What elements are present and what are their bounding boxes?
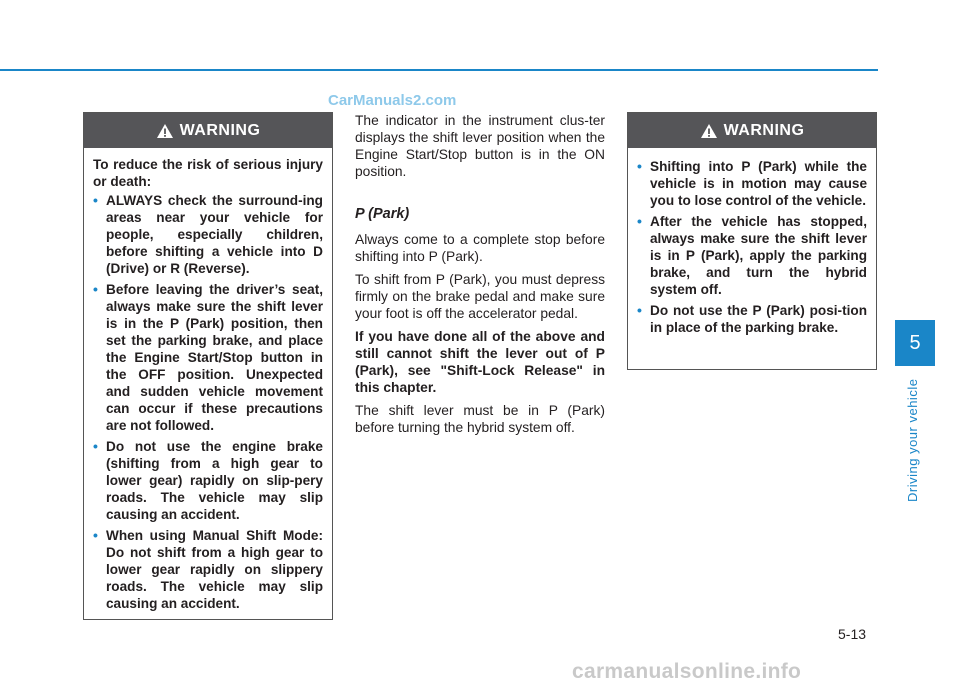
bullet-icon: •	[93, 192, 98, 208]
header-rule	[0, 69, 878, 71]
warning-box-left	[83, 112, 333, 620]
warning-list	[93, 192, 323, 612]
watermark-top[interactable]: CarManuals2.com	[328, 92, 457, 109]
warning-item	[93, 438, 323, 523]
warning-item-text: Before leaving the driver’s seat, always make sure the shift lever is in the P (Park) position, then set the parking brake, and place the Engine Start/Stop button in the OFF position. Unexpected and sudden vehicle movement can occur if these precautions are not followed.	[106, 282, 323, 433]
warning-item-text: After the vehicle has stopped, always make sure the shift lever is in P (Park), apply the parking brake, and turn the hybrid system off.	[650, 214, 867, 297]
main-text-column	[355, 112, 605, 442]
paragraph: The shift lever must be in P (Park) before turning the hybrid system off.	[355, 403, 605, 435]
warning-triangle-icon	[156, 123, 174, 139]
bullet-icon: •	[93, 281, 98, 297]
warning-body	[84, 148, 332, 612]
warning-title: WARNING	[179, 121, 261, 139]
page-number: 5-13	[838, 626, 867, 642]
warning-item	[93, 192, 323, 277]
bullet-icon: •	[637, 302, 642, 318]
warning-item	[637, 158, 867, 209]
paragraph: Always come to a complete stop before shifting into P (Park).	[355, 232, 605, 264]
warning-item-text: Do not use the engine brake (shifting from a high gear to lower gear) rapidly on slip-pery roads. The vehicle may slip causing an accident.	[106, 439, 323, 522]
bold-paragraph: If you have done all of the above and still cannot shift the lever out of P (Park), see "Shift-Lock Release" in this chapter.	[355, 329, 605, 395]
warning-body	[628, 148, 876, 336]
warning-item	[637, 213, 867, 298]
warning-header	[628, 113, 876, 148]
warning-triangle-icon	[700, 123, 718, 139]
section-subheading: P (Park)	[355, 206, 410, 222]
bullet-icon: •	[93, 438, 98, 454]
warning-header	[84, 113, 332, 148]
warning-item-text: ALWAYS check the surround-ing areas near your vehicle for people, especially children, before shifting a vehicle into D (Drive) or R (Reverse).	[106, 193, 323, 276]
warning-item	[637, 302, 867, 336]
warning-item-text: When using Manual Shift Mode: Do not shift from a high gear to lower gear rapidly on slippery roads. The vehicle may slip causing an accident.	[106, 528, 323, 611]
watermark-bottom[interactable]: carmanualsonline.info	[572, 660, 802, 683]
warning-box-right	[627, 112, 877, 370]
warning-item-text: Shifting into P (Park) while the vehicle is in motion may cause you to lose control of the vehicle.	[650, 159, 867, 208]
bullet-icon: •	[93, 527, 98, 543]
warning-title: WARNING	[723, 121, 805, 139]
intro-paragraph: The indicator in the instrument clus-ter displays the shift lever position when the Engine Start/Stop button is in the ON position.	[355, 113, 605, 179]
warning-list	[637, 158, 867, 336]
chapter-title-vertical	[905, 372, 925, 502]
chapter-tab: 5	[895, 320, 935, 366]
bullet-icon: •	[637, 158, 642, 174]
warning-item-text: Do not use the P (Park) posi-tion in place of the parking brake.	[650, 303, 867, 335]
paragraph: To shift from P (Park), you must depress firmly on the brake pedal and make sure your foot is off the accelerator pedal.	[355, 272, 605, 321]
warning-item	[93, 527, 323, 612]
warning-intro: To reduce the risk of serious injury or death:	[93, 157, 323, 189]
bullet-icon: •	[637, 213, 642, 229]
warning-item	[93, 281, 323, 434]
chapter-title: Driving your vehicle	[905, 378, 920, 502]
